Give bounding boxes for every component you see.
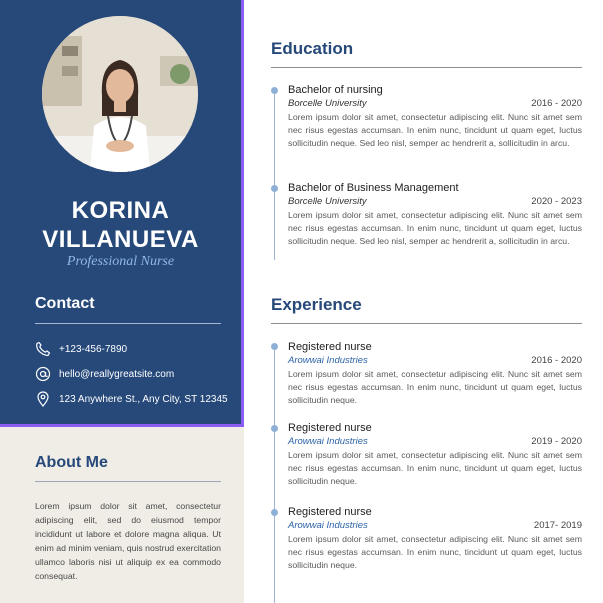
entry-org: Borcelle University xyxy=(288,98,367,109)
entry-title: Bachelor of nursing xyxy=(288,84,383,96)
timeline-dot xyxy=(271,87,278,94)
contact-address xyxy=(35,391,228,407)
about-heading: About Me xyxy=(35,454,108,471)
entry-description: Lorem ipsum dolor sit amet, consectetur adipiscing elit. Nunc sit amet sem nec risus egestas accumsan. In enim nunc, tincidunt ut quam eget, luctus sollicitudin neque. xyxy=(288,534,582,570)
email-icon xyxy=(35,366,51,382)
profile-title: Professional Nurse xyxy=(66,254,175,269)
entry-title: Registered nurse xyxy=(288,341,372,353)
phone-text[interactable]: +123-456-7890 xyxy=(59,343,128,355)
timeline-dot xyxy=(271,425,278,432)
about-divider xyxy=(35,481,221,482)
entry-title: Registered nurse xyxy=(288,506,372,518)
profile-name xyxy=(0,196,241,254)
education-entry xyxy=(288,182,582,248)
first-name: KORINA xyxy=(71,197,170,224)
email-text[interactable]: hello@reallygreatsite.com xyxy=(59,368,175,380)
timeline-dot xyxy=(271,509,278,516)
entry-description: Lorem ipsum dolor sit amet, consectetur adipiscing elit. Nunc sit amet sem nec risus egestas accumsan. In enim nunc, tincidunt ut quam eget, luctus sollicitudin neque. xyxy=(288,369,582,405)
about-section xyxy=(0,427,244,603)
entry-description: Lorem ipsum dolor sit amet, consectetur adipiscing elit. Nunc sit amet sem nec risus egestas accumsan. In enim nunc, tincidunt ut quam eget, luctus sollicitudin neque. Sed leo nisl, semper ac hendrerit a, sollicitudin in arcu. xyxy=(288,112,582,148)
entry-dates: 2016 - 2020 xyxy=(531,355,582,366)
experience-entry xyxy=(288,341,582,407)
education-timeline xyxy=(274,90,275,260)
about-text: Lorem ipsum dolor sit amet, consectetur adipiscing elit, sed do eiusmod tempor incididunt ut labore et dolore magna aliqua. Ut enim ad minim veniam, quis nostrud exercitation ullamco laboris nisi ut aliquip ex ea commodo consequat. xyxy=(35,501,221,581)
experience-heading: Experience xyxy=(271,295,362,314)
timeline-dot xyxy=(271,185,278,192)
experience-entry xyxy=(288,422,582,488)
entry-dates: 2019 - 2020 xyxy=(531,436,582,447)
entry-org: Borcelle University xyxy=(288,196,367,207)
location-icon xyxy=(35,391,51,407)
entry-title: Registered nurse xyxy=(288,422,372,434)
contact-email xyxy=(35,366,174,382)
entry-dates: 2017- 2019 xyxy=(533,520,582,531)
entry-org: Arowwai Industries xyxy=(288,436,368,447)
timeline-dot xyxy=(271,343,278,350)
profile-photo xyxy=(42,16,198,172)
education-divider xyxy=(271,67,582,68)
experience-entry xyxy=(288,506,582,572)
entry-dates: 2020 - 2023 xyxy=(531,196,582,207)
entry-title: Bachelor of Business Management xyxy=(288,182,459,194)
entry-description: Lorem ipsum dolor sit amet, consectetur adipiscing elit. Nunc sit amet sem nec risus egestas accumsan. In enim nunc, tincidunt ut quam eget, luctus sollicitudin neque. Sed leo nisl, semper ac hendrerit a, sollicitudin in arcu. xyxy=(288,210,582,246)
entry-org: Arowwai Industries xyxy=(288,520,368,531)
experience-divider xyxy=(271,323,582,324)
contact-phone xyxy=(35,341,127,357)
entry-dates: 2016 - 2020 xyxy=(531,98,582,109)
entry-description: Lorem ipsum dolor sit amet, consectetur adipiscing elit. Nunc sit amet sem nec risus egestas accumsan. In enim nunc, tincidunt ut quam eget, luctus sollicitudin neque. xyxy=(288,450,582,486)
phone-icon xyxy=(35,341,51,357)
address-text: 123 Anywhere St., Any City, ST 12345 xyxy=(59,393,228,405)
experience-timeline xyxy=(274,345,275,603)
contact-divider xyxy=(35,323,221,324)
contact-heading: Contact xyxy=(35,295,95,312)
education-entry xyxy=(288,84,582,150)
sidebar xyxy=(0,0,244,427)
last-name: VILLANUEVA xyxy=(42,226,199,253)
education-heading: Education xyxy=(271,39,354,58)
entry-org: Arowwai Industries xyxy=(288,355,368,366)
